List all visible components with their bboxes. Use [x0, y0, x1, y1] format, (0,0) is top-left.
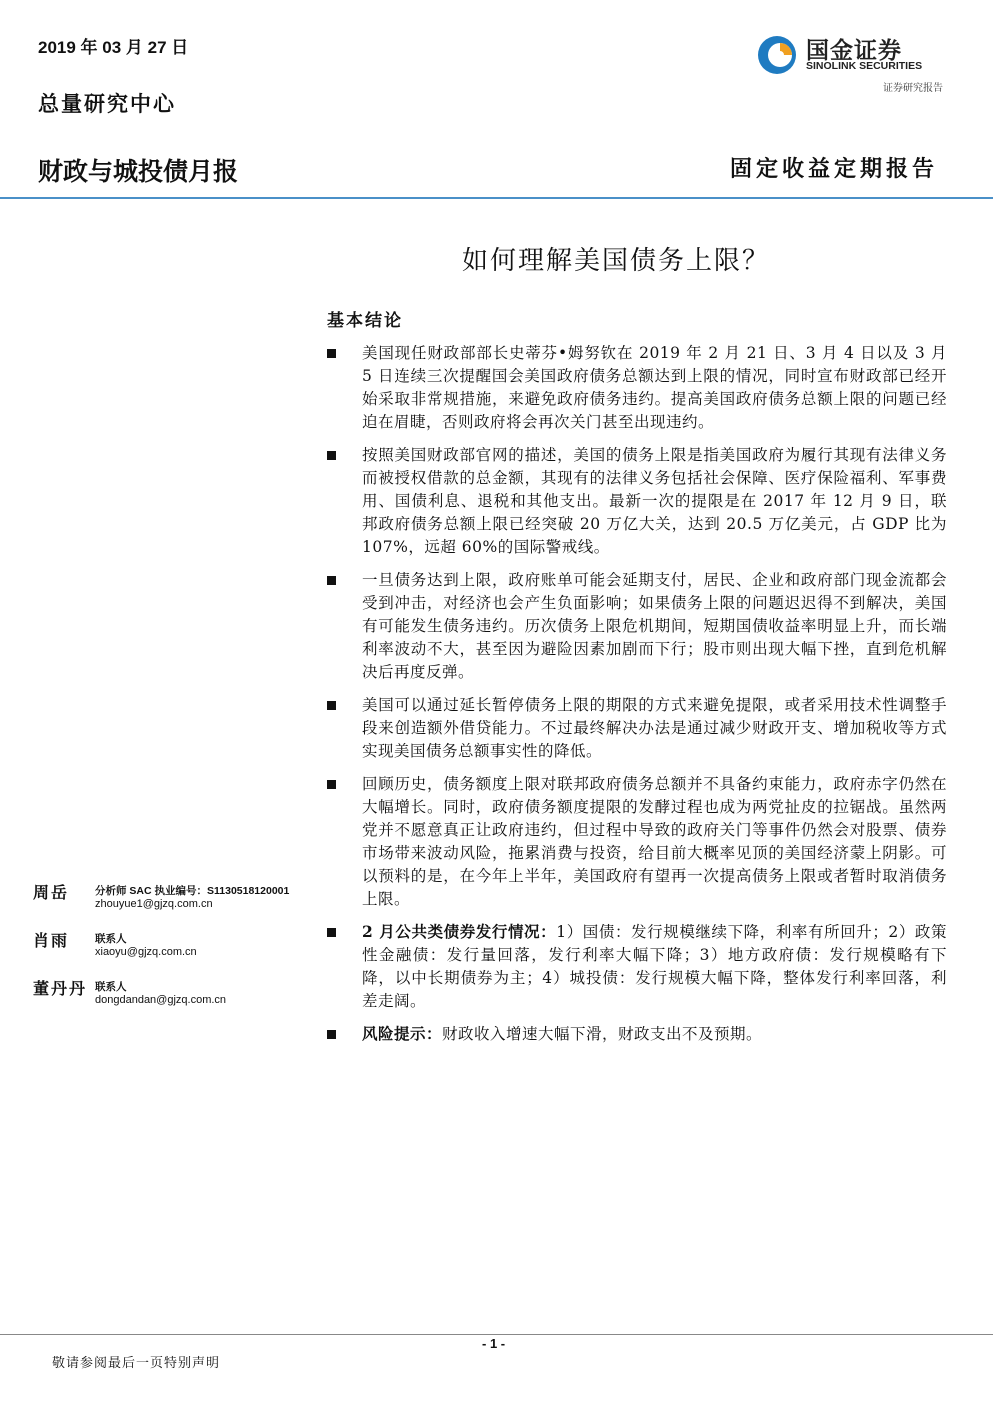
conclusion-item — [327, 693, 947, 763]
logo-subtitle: 证券研究报告 — [883, 83, 943, 94]
bullet-square-icon — [327, 780, 336, 789]
conclusion-item — [327, 1022, 947, 1046]
conclusion-text: 财政收入增速大幅下滑，财政支出不及预期。 — [442, 1025, 763, 1043]
bullet-square-icon — [327, 349, 336, 358]
conclusion-lead: 风险提示： — [362, 1024, 443, 1043]
research-center: 总量研究中心 — [38, 91, 176, 116]
analyst-role: 联系人 — [95, 933, 127, 945]
logo-company-en: SINOLINK SECURITIES — [806, 60, 923, 72]
logo-company-cn: 国金证券 — [806, 37, 902, 63]
analyst-entry — [33, 880, 313, 920]
conclusion-lead: 2 月公共类债券发行情况： — [362, 922, 557, 941]
conclusion-text: 回顾历史，债务额度上限对联邦政府债务总额并不具备约束能力，政府赤字仍然在大幅增长。同时，政府债务额度提限的发酵过程也成为两党扯皮的拉锯战。虽然两党并不愿意真正让政府违约，但过程中导致的政府关门等事件仍然会对股票、债券市场带来波动风险，拖累消费与投资，给目前大概率见顶的美国经济蒙上阴影。可以预料的是，在今年上半年，美国政府有望再一次提高债务上限或者暂时取消债务上限。 — [362, 775, 947, 908]
conclusion-item — [327, 443, 947, 559]
report-date: 2019 年 03 月 27 日 — [38, 38, 189, 57]
conclusion-item — [327, 341, 947, 434]
conclusion-text: 1）国债：发行规模继续下降，利率有所回升；2）政策性金融债：发行量回落，发行利率大幅下降；3）地方政府债：发行规模略有下降，以中长期债券为主；4）城投债：发行规模大幅下降，整体发行利率回落，利差走阔。 — [362, 923, 947, 1010]
analyst-email[interactable]: xiaoyu@gjzq.com.cn — [95, 946, 197, 958]
conclusion-text: 美国可以通过延长暂停债务上限的期限的方式来避免提限，或者采用技术性调整手段来创造额外借贷能力。不过最终解决办法是通过减少财政开支、增加税收等方式实现美国债务总额事实性的降低。 — [362, 696, 947, 760]
sinolink-logo-icon — [756, 34, 800, 76]
conclusion-item — [327, 568, 947, 684]
analyst-email[interactable]: dongdandan@gjzq.com.cn — [95, 994, 227, 1006]
conclusion-item — [327, 920, 947, 1013]
analyst-name: 周岳 — [33, 883, 70, 902]
analyst-entry — [33, 976, 313, 1016]
section-heading: 基本结论 — [327, 311, 403, 331]
report-category: 固定收益定期报告 — [729, 156, 938, 182]
analyst-entry — [33, 928, 313, 968]
analyst-name: 董丹丹 — [33, 979, 88, 998]
footer-divider — [0, 1334, 993, 1335]
conclusion-text: 美国现任财政部部长史蒂芬•姆努钦在 2019 年 2 月 21 日、3 月 4 日以及 3 月 5 日连续三次提醒国会美国政府债务总额达到上限的情况，同时宣布财政部已经开始采取非常规措施，来避免政府债务违约。提高美国政府债务总额上限的问题已经迫在眉睫，否则政府将会再次关门甚至出现违约。 — [362, 344, 947, 431]
report-type: 财政与城投债月报 — [38, 158, 239, 186]
header-divider — [0, 197, 993, 199]
conclusion-list — [327, 341, 947, 1055]
bullet-square-icon — [327, 928, 336, 937]
bullet-square-icon — [327, 1030, 336, 1039]
analyst-email[interactable]: zhouyue1@gjzq.com.cn — [95, 898, 213, 910]
analyst-name: 肖雨 — [33, 931, 70, 950]
analyst-role: 联系人 — [95, 981, 127, 993]
bullet-square-icon — [327, 701, 336, 710]
report-title: 如何理解美国债务上限？ — [462, 246, 771, 276]
conclusion-item — [327, 772, 947, 911]
conclusion-text: 按照美国财政部官网的描述，美国的债务上限是指美国政府为履行其现有法律义务而被授权借款的总金额，其现有的法律义务包括社会保障、医疗保险福利、军事费用、国债利息、退税和其他支出。最新一次的提限是在 2017 年 12 月 9 日，联邦政府债务总额上限已经突破 20 万亿大关，达到 20.5 万亿美元，占 GDP 比为 107%，远超 60%的国际警戒线。 — [362, 446, 947, 556]
bullet-square-icon — [327, 576, 336, 585]
page-number: - 1 - — [482, 1336, 506, 1351]
conclusion-text: 一旦债务达到上限，政府账单可能会延期支付，居民、企业和政府部门现金流都会受到冲击，对经济也会产生负面影响；如果债务上限的问题迟迟得不到解决，美国有可能发生债务违约。历次债务上限危机期间，短期国债收益率明显上升，而长端利率波动不大，甚至因为避险因素加剧而下行；股市则出现大幅下挫，直到危机解决后再度反弹。 — [362, 571, 947, 681]
analyst-role: 分析师 SAC 执业编号：S1130518120001 — [95, 885, 290, 897]
footer-disclaimer: 敬请参阅最后一页特别声明 — [52, 1356, 221, 1371]
bullet-square-icon — [327, 451, 336, 460]
